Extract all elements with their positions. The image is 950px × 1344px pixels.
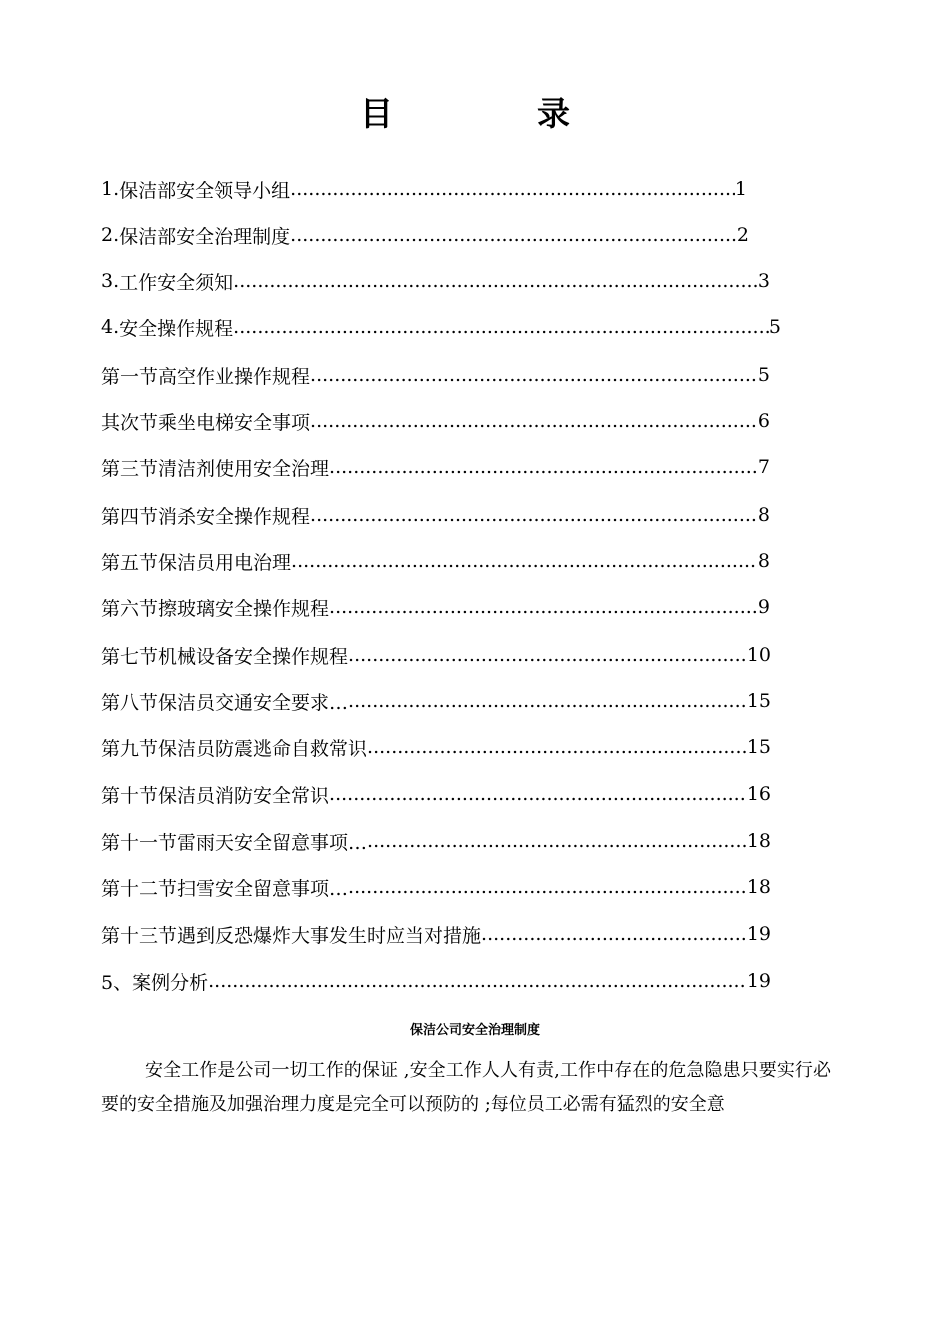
toc-entry-number: 第一节	[101, 365, 159, 388]
toc-leader-dots	[291, 538, 758, 584]
toc-entry[interactable]	[101, 678, 771, 724]
toc-entry-text: 清洁剂使用安全治理	[158, 457, 330, 480]
toc-entry[interactable]	[101, 864, 771, 910]
toc-entry-page: 8	[757, 550, 770, 572]
toc-entry-text: 安全操作规程	[119, 317, 234, 340]
toc-entry-page: 5	[768, 316, 781, 338]
toc-leader-dots	[290, 212, 737, 258]
toc-entry-text: 雷雨天安全留意事项…	[177, 831, 368, 854]
toc-entry-number: 第六节	[101, 597, 159, 620]
toc-leader-dots	[481, 911, 747, 957]
toc-entry[interactable]	[101, 771, 771, 817]
toc-entry[interactable]	[101, 724, 771, 770]
toc-entry-text: 擦玻璃安全操作规程	[158, 597, 330, 620]
toc-entry[interactable]	[101, 911, 771, 957]
toc-entry-text: 案例分析	[132, 971, 209, 994]
toc-entry-number: 第五节	[101, 551, 159, 574]
toc-entry-text: 扫雪安全留意事项…	[177, 877, 349, 900]
toc-entry-number: 第三节	[101, 457, 159, 480]
toc-leader-dots	[348, 632, 747, 678]
toc-leader-dots	[290, 166, 735, 212]
toc-leader-dots	[310, 398, 758, 444]
toc-entry-page: 18	[746, 876, 771, 898]
toc-entry-number: 第四节	[101, 505, 159, 528]
toc-leader-dots	[329, 584, 758, 630]
toc-entry[interactable]	[101, 492, 770, 538]
toc-leader-dots	[233, 258, 758, 304]
toc-entry-page: 5	[757, 364, 770, 386]
toc-title	[0, 88, 950, 138]
toc-entry-text: 工作安全须知	[119, 271, 234, 294]
toc-entry-text: 机械设备安全操作规程	[158, 645, 349, 668]
toc-entry-number: 第十二节	[101, 877, 178, 900]
toc-entry-page: 15	[746, 690, 771, 712]
toc-leader-dots	[233, 304, 769, 350]
toc-entry[interactable]	[101, 584, 770, 630]
toc-entry[interactable]	[101, 398, 770, 444]
toc-entry-page: 16	[746, 783, 771, 805]
document-paragraph: 安全工作是公司一切工作的保证 ,安全工作人人有责,工作中存在的危急隐患只要实行必要的安全措施及加强治理力度是完全可以预防的 ;每位员工必需有猛烈的安全意	[101, 1060, 831, 1115]
toc-leader-dots	[348, 864, 747, 910]
toc-leader-dots	[329, 444, 758, 490]
toc-entry-page: 19	[746, 923, 771, 945]
document-heading: 保洁公司安全治理制度	[409, 1023, 540, 1038]
toc-entry[interactable]	[101, 538, 770, 584]
toc-leader-dots	[310, 492, 758, 538]
toc-entry-number: 4.	[101, 316, 120, 338]
toc-leader-dots	[348, 678, 747, 724]
toc-entry[interactable]	[101, 444, 770, 490]
toc-entry-text: 高空作业操作规程	[158, 365, 311, 388]
toc-entry-page: 19	[746, 970, 771, 992]
toc-leader-dots	[208, 958, 747, 1004]
toc-entry-number: 其次节	[101, 411, 159, 434]
toc-entry-number: 第十节	[101, 784, 159, 807]
toc-entry-number: 第七节	[101, 645, 159, 668]
toc-leader-dots	[367, 724, 747, 770]
toc-entry-number: 第十一节	[101, 831, 178, 854]
toc-entry-number: 第八节	[101, 691, 159, 714]
toc-entry-page: 2	[736, 224, 749, 246]
toc-entry-number: 第十三节	[101, 924, 178, 947]
toc-entry[interactable]	[101, 166, 747, 212]
toc-title-char-1: 目	[360, 94, 393, 133]
toc-entry-text: 消杀安全操作规程	[158, 505, 311, 528]
toc-entry-text: 保洁员消防安全常识	[158, 784, 330, 807]
toc-entry-number: 1.	[101, 178, 120, 200]
toc-entry-page: 6	[757, 410, 770, 432]
toc-leader-dots	[329, 771, 747, 817]
toc-entry-number: 第九节	[101, 737, 159, 760]
toc-leader-dots	[367, 818, 747, 864]
toc-entry-text: 遇到反恐爆炸大事发生时应当对措施	[177, 924, 482, 947]
toc-title-char-2: 录	[537, 94, 570, 133]
toc-entry-page: 18	[746, 830, 771, 852]
toc-entry-text: 保洁员防震逃命自救常识	[158, 737, 368, 760]
toc-entry-text: 保洁员用电治理	[158, 551, 292, 574]
toc-entry[interactable]	[101, 352, 770, 398]
toc-entry-page: 7	[757, 456, 770, 478]
toc-entry-page: 1	[734, 178, 747, 200]
toc-entry-text: 保洁部安全领导小组	[119, 179, 291, 202]
toc-entry[interactable]	[101, 258, 770, 304]
toc-entry-number: 5、	[101, 971, 133, 994]
toc-entry-text: 保洁员交通安全要求…	[158, 691, 349, 714]
toc-entry-text: 保洁部安全治理制度	[119, 225, 291, 248]
toc-entry[interactable]	[101, 632, 771, 678]
toc-entry-page: 3	[757, 270, 770, 292]
toc-entry[interactable]	[101, 958, 771, 1004]
toc-entry-number: 2.	[101, 224, 120, 246]
toc-entry-page: 15	[746, 736, 771, 758]
toc-entry[interactable]	[101, 304, 781, 350]
toc-entry-page: 10	[746, 644, 771, 666]
toc-entry-text: 乘坐电梯安全事项	[158, 411, 311, 434]
toc-entry-page: 9	[757, 596, 770, 618]
toc-leader-dots	[310, 352, 758, 398]
toc-entry-number: 3.	[101, 270, 120, 292]
toc-entry-page: 8	[757, 504, 770, 526]
toc-entry[interactable]	[101, 818, 771, 864]
toc-entry[interactable]	[101, 212, 749, 258]
